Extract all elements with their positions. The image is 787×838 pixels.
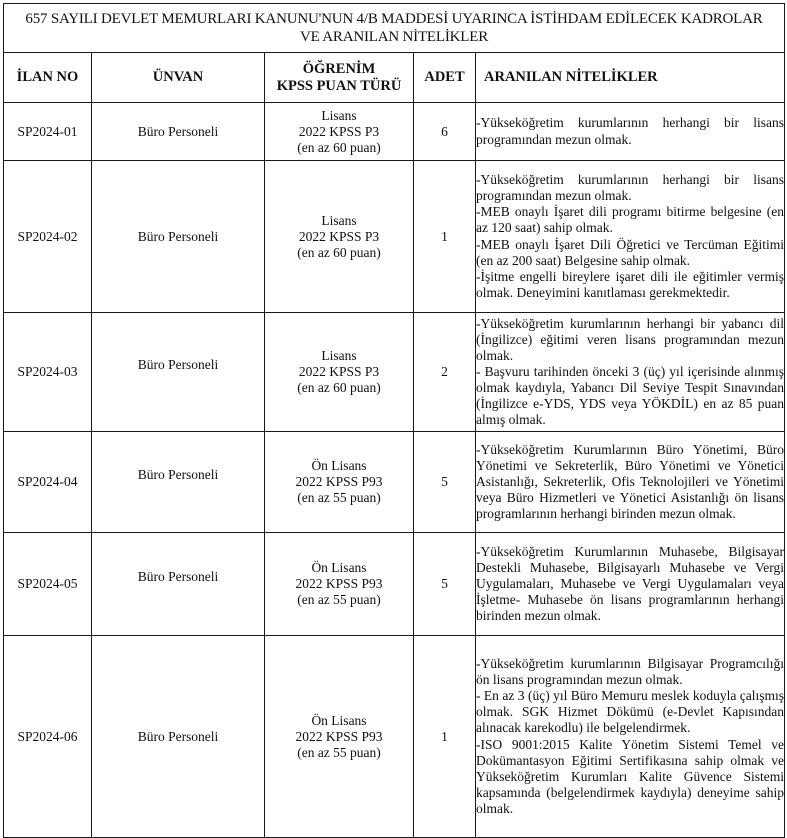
unvan-cell [92,313,265,432]
table-row [4,103,785,161]
nitelikler-cell [476,161,785,313]
ogrenim-level: Lisans [321,348,357,363]
adet-cell: 1 [414,161,476,313]
ilan-no-cell: SP2024-05 [4,533,92,636]
kpss-type: 2022 KPSS P93 [295,576,383,591]
min-score: (en az 55 puan) [297,744,381,760]
requirement-item: -Yükseköğretim kurumlarının Bilgisayar Programcılığı ön lisans programından mezun olmak. [476,656,784,688]
header-adet: ADET [414,53,476,103]
unvan-cell [92,533,265,636]
header-ogrenim-line-2: KPSS PUAN TÜRÜ [276,77,402,94]
ilan-no-cell: SP2024-01 [4,103,92,161]
adet-cell: 6 [414,103,476,161]
header-ogrenim-line-1: ÖĞRENİM [302,60,376,77]
requirement-item: - Başvuru tarihinden önceki 3 (üç) yıl içerisinde alınmış olmak kaydıyla, Yabancı Dil Seviye Tespit Sınavından (İngilizce e-YDS, YDS veya YÖKDİL) en az 85 puan almış olmak. [476,363,784,428]
header-row [4,53,785,103]
requirement-item: -ISO 9001:2015 Kalite Yönetim Sistemi Temel ve Dokümantasyon Eğitimi Sertifikasına sahip olmak ve Yükseköğretim Kurumları Kalite Güvence Sistemi kapsamında (belgelendirmek kaydıyla) deneyime sahip olmak. [476,736,784,816]
ogrenim-level: Ön Lisans [311,560,367,575]
ogrenim-level: Ön Lisans [311,458,367,473]
ogrenim-cell [265,161,414,313]
ogrenim-level: Ön Lisans [311,712,367,728]
document-title-line-1: 657 SAYILI DEVLET MEMURLARI KANUNU'NUN 4/B MADDESİ UYARINCA İSTİHDAM EDİLECEK KADROLAR [25,10,763,27]
nitelikler-cell [476,533,785,636]
unvan-cell [92,432,265,533]
kpss-type: 2022 KPSS P93 [295,474,383,489]
min-score: (en az 60 puan) [297,139,381,155]
adet-cell: 2 [414,313,476,432]
header-unvan: ÜNVAN [92,53,265,103]
table-row [4,533,785,636]
min-score: (en az 55 puan) [297,490,381,505]
header-ilan-no: İLAN NO [4,53,92,103]
ogrenim-cell [265,636,414,838]
requirement-item: -MEB onaylı İşaret dili programı bitirme belgesine (en az 120 saat) sahip olmak. [476,204,784,236]
unvan-cell: Büro Personeli [92,103,265,161]
unvan-cell: Büro Personeli [92,636,265,838]
unvan-cell: Büro Personeli [92,161,265,313]
header-nitelikler: ARANILAN NİTELİKLER [476,53,785,103]
requirement-item: -İşitme engelli bireylere işaret dili ile eğitimler vermiş olmak. Deneyimini kanıtlaması gerekmektedir. [476,268,784,300]
requirement-item: -MEB onaylı İşaret Dili Öğretici ve Tercüman Eğitimi (en az 200 saat) Belgesine sahip olmak. [476,236,784,268]
kpss-type: 2022 KPSS P93 [295,728,383,744]
nitelikler-cell [476,313,785,432]
ogrenim-level: Lisans [321,107,357,123]
unvan-text: Büro Personeli [137,569,219,584]
requirement-item: -Yükseköğretim Kurumlarının Büro Yönetimi, Büro Yönetimi ve Sekreterlik, Büro Yönetimi ve Yönetici Asistanlığı, Sekreterlik, Ofis Teknolojileri ve Yönetimi veya Büro Hizmetleri ve Yönetici Asistanlığı ön lisans programlarının herhangi birinden mezun olmak. [476,441,784,522]
min-score: (en az 60 puan) [297,380,381,395]
adet-cell: 1 [414,636,476,838]
ogrenim-cell [265,533,414,636]
min-score: (en az 55 puan) [297,592,381,607]
kpss-type: 2022 KPSS P3 [298,228,380,244]
ilan-no-cell: SP2024-06 [4,636,92,838]
document-title [4,4,785,53]
ogrenim-cell [265,313,414,432]
kpss-type: 2022 KPSS P3 [298,364,380,379]
table-row [4,313,785,432]
table-row [4,636,785,838]
ogrenim-cell [265,432,414,533]
unvan-text: Büro Personeli [137,467,219,482]
table-row [4,161,785,313]
ogrenim-level: Lisans [321,212,357,228]
table-row [4,432,785,533]
requirement-item: - En az 3 (üç) yıl Büro Memuru meslek koduyla çalışmış olmak. SGK Hizmet Dökümü (e-Devlet Kapısından alınacak karekodlu) ile belgelendirmek. [476,688,784,736]
nitelikler-cell [476,432,785,533]
unvan-text: Büro Personeli [137,357,219,372]
ilan-no-cell: SP2024-03 [4,313,92,432]
requirement-item: -Yükseköğretim kurumlarının herhangi bir lisans programından mezun olmak. [476,115,784,147]
document-title-line-2: VE ARANILAN NİTELİKLER [299,28,489,45]
title-row [4,4,785,53]
requirement-item: -Yükseköğretim kurumlarının herhangi bir lisans programından mezun olmak. [476,172,784,204]
header-ogrenim [265,53,414,103]
kpss-type: 2022 KPSS P3 [298,123,380,139]
positions-table [3,3,785,838]
nitelikler-cell [476,636,785,838]
nitelikler-cell [476,103,785,161]
requirement-item: -Yükseköğretim Kurumlarının Muhasebe, Bilgisayar Destekli Muhasebe, Bilgisayarlı Muhasebe ve Vergi Uygulamaları, Muhasebe ve Vergi Uygulamaları veya İşletme- Muhasebe ön lisans programlarının herhangi birinden mezun olmak. [476,543,784,624]
ilan-no-cell: SP2024-04 [4,432,92,533]
adet-cell: 5 [414,432,476,533]
adet-cell: 5 [414,533,476,636]
requirement-item: -Yükseköğretim kurumlarının herhangi bir yabancı dil (İngilizce) eğitimi veren lisans programından mezun olmak. [476,315,784,363]
ogrenim-cell [265,103,414,161]
ilan-no-cell: SP2024-02 [4,161,92,313]
min-score: (en az 60 puan) [297,244,381,260]
